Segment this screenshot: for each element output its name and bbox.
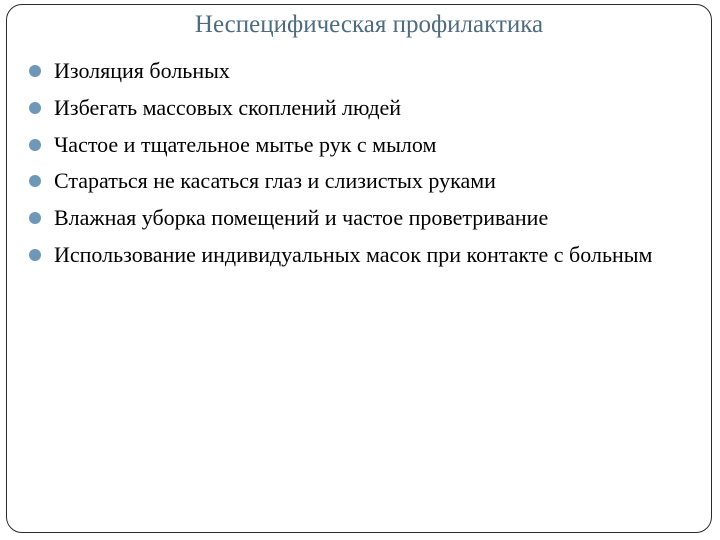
list-item <box>22 127 672 164</box>
bullet-list <box>22 53 672 273</box>
bullet-dot-icon <box>29 212 41 224</box>
list-item <box>22 200 672 237</box>
list-item-text: Изоляция больных <box>54 58 230 83</box>
slide-title: Неспецифическая профилактика <box>194 11 544 38</box>
list-item <box>22 53 672 90</box>
list-item-text: Использование индивидуальных масок при контакте с больным <box>54 241 653 267</box>
bullet-dot-icon <box>29 139 41 151</box>
list-item <box>22 237 672 274</box>
bullet-dot-icon <box>29 249 41 261</box>
list-item-text: Избегать массовых скоплений людей <box>54 94 402 120</box>
bullet-dot-icon <box>29 102 41 114</box>
list-item-text: Стараться не касаться глаз и слизистых руками <box>54 168 496 194</box>
bullet-dot-icon <box>29 175 41 187</box>
list-item-text: Частое и тщательное мытье рук с мылом <box>54 131 437 157</box>
list-item <box>22 163 672 200</box>
list-item-text: Влажная уборка помещений и частое проветривание <box>54 205 549 231</box>
list-item <box>22 90 672 127</box>
bullet-dot-icon <box>29 65 41 77</box>
